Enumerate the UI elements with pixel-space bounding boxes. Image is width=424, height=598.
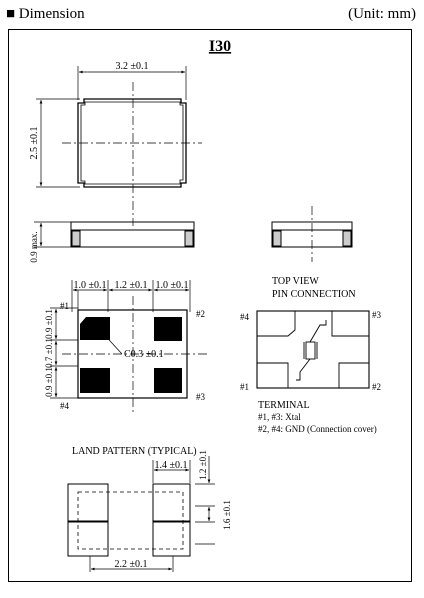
pin-2-label: #2	[196, 309, 205, 319]
pad-gap-v-label: 0.7 ±0.1	[44, 338, 54, 368]
pin-4-label: #4	[60, 401, 69, 411]
land-h1-label: 1.2 ±0.1	[198, 450, 208, 480]
pin-1-label: #1	[60, 301, 69, 311]
pin-connection-diagram	[257, 311, 369, 388]
conn-pin-1-label: #1	[240, 382, 249, 392]
land-spacing-label: 2.2 ±0.1	[114, 559, 148, 570]
pad-gap-label: 1.2 ±0.1	[114, 280, 148, 291]
conn-pin-4-label: #4	[240, 312, 249, 322]
width-dimension	[36, 99, 80, 187]
height-dimension	[34, 222, 72, 247]
pad-3	[154, 368, 182, 393]
pad-w-left-label: 1.0 ±0.1	[73, 280, 107, 291]
terminal-line-2: #2, #4: GND (Connection cover)	[258, 424, 377, 434]
chamfer-leader	[100, 330, 122, 354]
pad-2	[154, 317, 182, 341]
conn-pin-2-label: #2	[372, 382, 381, 392]
pad-h-bot-label: 0.9 ±0.1	[44, 367, 54, 397]
pad-4	[80, 368, 110, 393]
land-w-label: 1.4 ±0.1	[154, 460, 188, 471]
conn-pin-3-label: #3	[372, 310, 381, 320]
terminal-title: TERMINAL	[258, 400, 310, 411]
height-label: 0.9 max.	[29, 231, 39, 263]
pad-w-right-label: 1.0 ±0.1	[155, 280, 189, 291]
length-label: 3.2 ±0.1	[115, 61, 149, 72]
pad-h-top-label: 0.9 ±0.1	[44, 309, 54, 339]
pin-3-label: #3	[196, 392, 205, 402]
side-view-front	[71, 222, 194, 247]
chamfer-label: C0.3 ±0.1	[124, 349, 164, 360]
pad-1	[80, 317, 110, 340]
model-name: I30	[208, 38, 232, 55]
land-pattern-title: LAND PATTERN (TYPICAL)	[72, 446, 197, 457]
land-h2-label: 1.6 ±0.1	[222, 500, 232, 530]
width-label: 2.5 ±0.1	[29, 126, 40, 160]
section-title: ■ Dimension	[6, 6, 85, 22]
unit-label: (Unit: mm)	[348, 6, 416, 22]
terminal-line-1: #1, #3: Xtal	[258, 412, 301, 422]
land-pads	[68, 484, 190, 556]
top-view-title: TOP VIEW	[272, 276, 319, 287]
side-view-right	[272, 206, 352, 262]
pin-connection-title: PIN CONNECTION	[272, 289, 356, 300]
